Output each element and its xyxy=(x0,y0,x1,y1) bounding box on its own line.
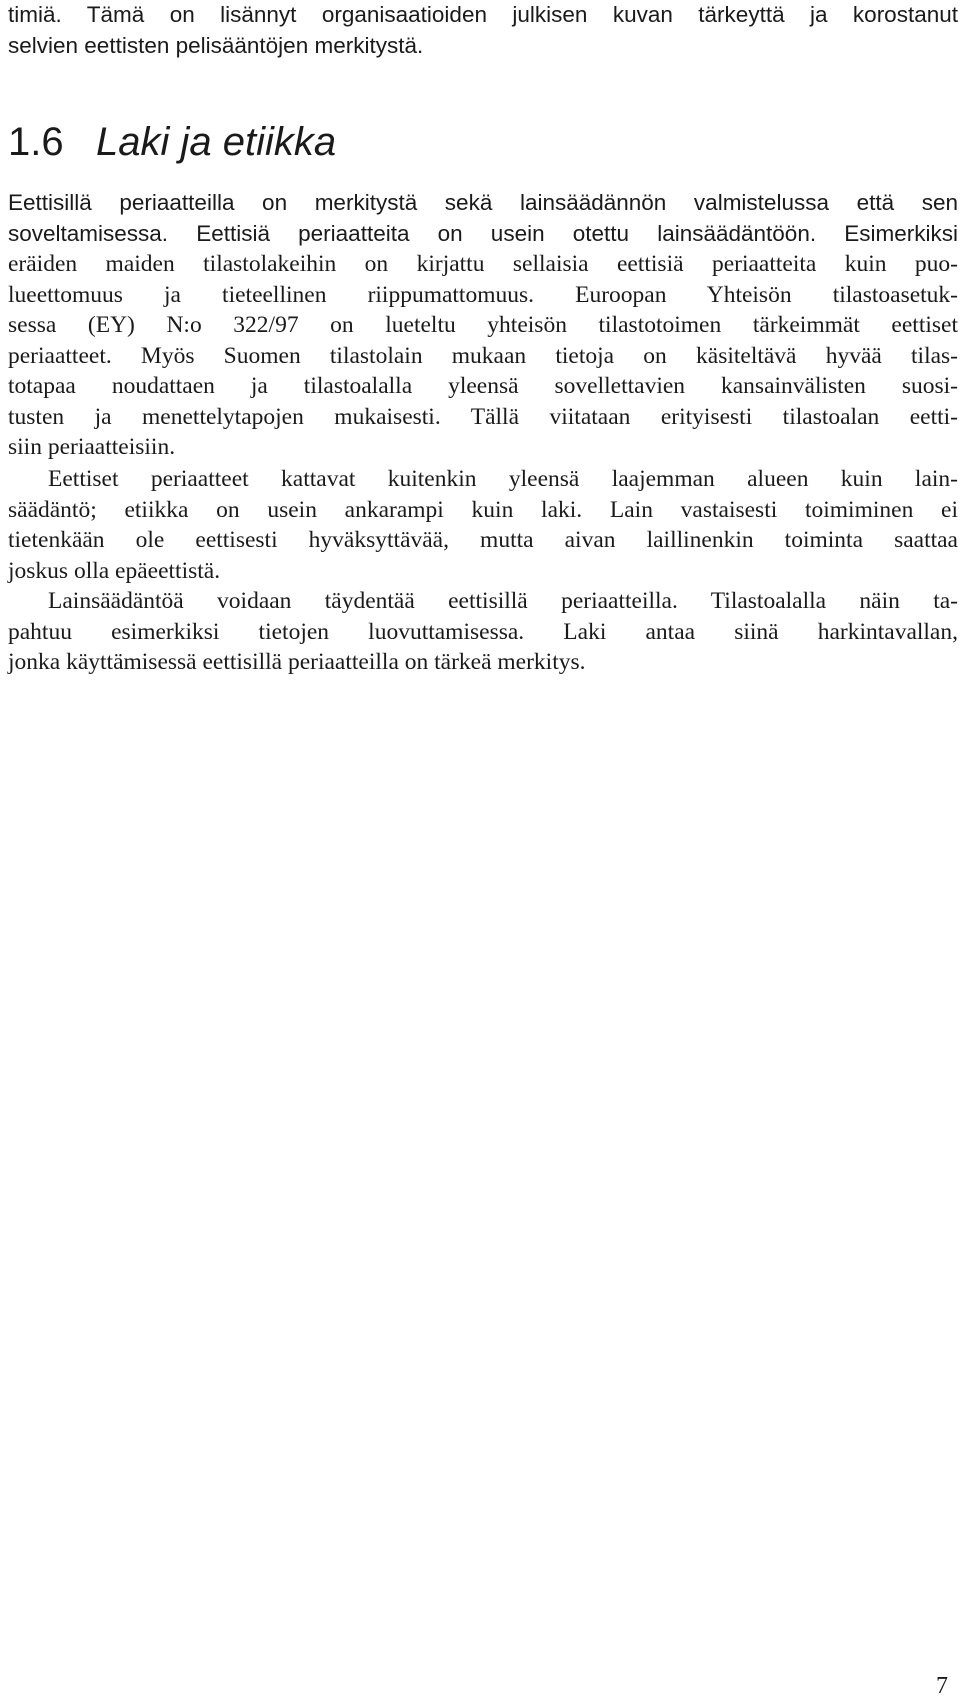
paragraph-1-line-3: eräiden maiden tilastolakeihin on kirjattu sellaisia eettisiä periaatteita kuin puo- xyxy=(8,251,958,277)
paragraph-1-line-6: periaatteet. Myös Suomen tilastolain mukaan tietoja on käsiteltävä hyvää tilas- xyxy=(8,342,958,369)
paragraph-1-line-9: siin periaatteisiin. xyxy=(8,434,176,460)
paragraph-3-line-2: pahtuu esimerkiksi tietojen luovuttamisessa. Laki antaa siinä harkintavallan, xyxy=(8,618,958,645)
paragraph-1-line-5: sessa (EY) N:o 322/97 on lueteltu yhteisön tilastotoimen tärkeimmät eettiset xyxy=(8,312,958,338)
page-number: 7 xyxy=(936,1673,948,1699)
paragraph-1-line-2: soveltamisessa. Eettisiä periaatteita on usein otettu lainsäädäntöön. Esimerkiksi xyxy=(8,220,958,246)
section-heading xyxy=(8,118,336,166)
section-number: 1.6 xyxy=(8,120,64,164)
paragraph-2-line-2: säädäntö; etiikka on usein ankarampi kuin laki. Lain vastaisesti toimiminen ei xyxy=(8,496,958,523)
paragraph-1-line-1: Eettisillä periaatteilla on merkitystä sekä lainsäädännön valmistelussa että sen xyxy=(8,190,958,215)
paragraph-3-line-3: jonka käyttämisessä eettisillä periaatteilla on tärkeä merkitys. xyxy=(8,649,586,675)
paragraph-2-line-4: joskus olla epäeettistä. xyxy=(8,557,221,584)
paragraph-3 xyxy=(8,586,958,678)
intro-line-1: timiä. Tämä on lisännyt organisaatioiden julkisen kuvan tärkeyttä ja korostanut xyxy=(8,2,958,27)
intro-line-2: selvien eettisten pelisääntöjen merkitystä. xyxy=(8,32,424,58)
paragraph-1-line-8: tusten ja menettelytapojen mukaisesti. Tällä viitataan erityisesti tilastoalan eetti- xyxy=(8,403,958,430)
intro-paragraph xyxy=(8,0,958,61)
paragraph-1 xyxy=(8,188,958,463)
paragraph-2-line-1: Eettiset periaatteet kattavat kuitenkin yleensä laajemman alueen kuin lain- xyxy=(48,466,958,492)
section-title: Laki ja etiikka xyxy=(96,120,337,164)
paragraph-2 xyxy=(8,464,958,586)
paragraph-1-line-4: lueettomuus ja tieteellinen riippumattomuus. Euroopan Yhteisön tilastoasetuk- xyxy=(8,281,958,308)
paragraph-1-line-7: totapaa noudattaen ja tilastoalalla yleensä sovellettavien kansainvälisten suosi- xyxy=(8,373,958,399)
paragraph-3-line-1: Lainsäädäntöä voidaan täydentää eettisillä periaatteilla. Tilastoalalla näin ta- xyxy=(48,588,958,614)
paragraph-2-line-3: tietenkään ole eettisesti hyväksyttävää, mutta aivan laillinenkin toiminta saattaa xyxy=(8,527,958,553)
